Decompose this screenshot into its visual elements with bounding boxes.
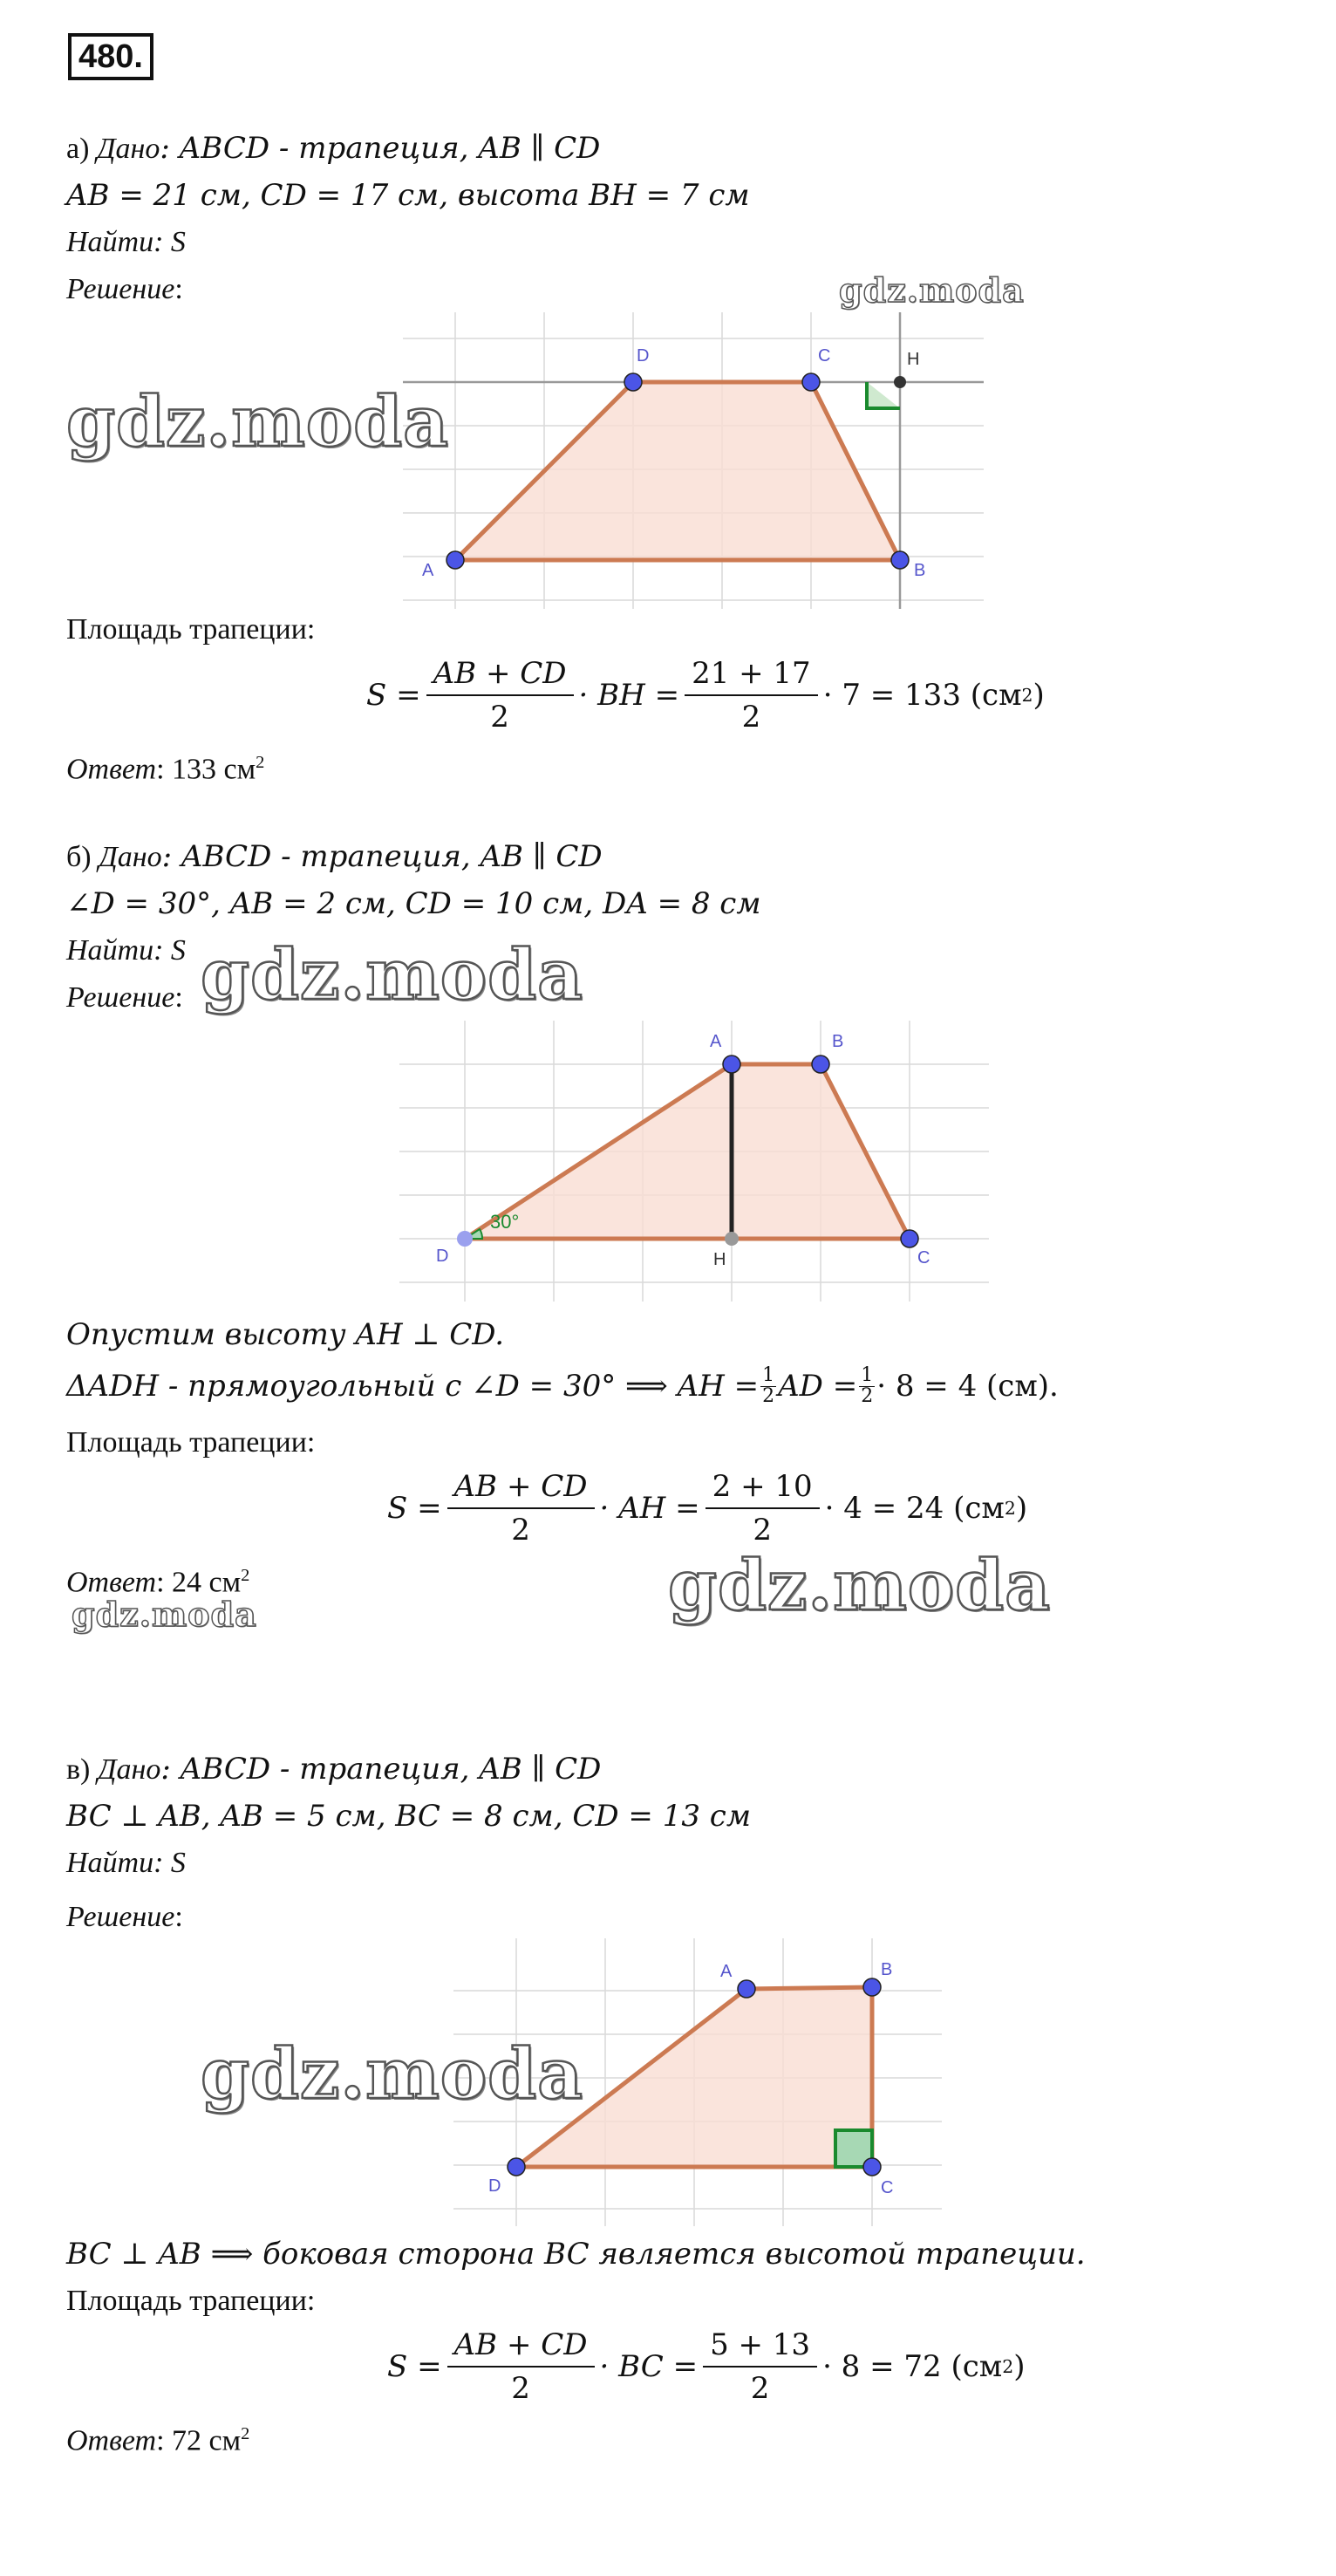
part-a-label-h: H bbox=[907, 350, 920, 369]
part-c-label-a: A bbox=[720, 1962, 733, 1981]
part-a-answer: Ответ: 133 $см^2$ bbox=[66, 753, 265, 786]
part-b-point-h bbox=[725, 1232, 739, 1246]
part-a-label-d: D bbox=[637, 346, 650, 366]
part-a-formula: S = $\frac{AB + CD}{2}$ · BH = $\frac{21 + 17}{2}$ · 7 = 133 (см 2 ) bbox=[366, 656, 1045, 735]
part-c-given: в) Дано: ABCD - трапеция, AB ∥ CD bbox=[66, 1752, 602, 1787]
part-b-point-a bbox=[723, 1056, 740, 1073]
problem-number: 480. bbox=[68, 33, 153, 80]
part-a-label-c: C bbox=[818, 346, 831, 366]
part-c-step1: BC ⊥ AB ⟹ боковая сторона BC является высотой трапеции. bbox=[66, 2237, 1086, 2272]
part-b-conditions: ∠D = 30°, AB = 2 см, CD = 10 см, DA = 8 см bbox=[66, 886, 761, 921]
part-c-label-d: D bbox=[488, 2176, 501, 2196]
part-b-given: б) Дано: ABCD - трапеция, AB ∥ CD bbox=[66, 839, 603, 874]
part-a-point-a bbox=[446, 551, 464, 569]
part-c-answer: Ответ: 72 $см^2$ bbox=[66, 2424, 250, 2457]
part-c-point-d bbox=[508, 2158, 525, 2176]
part-a-find: Найти: S bbox=[66, 226, 186, 258]
part-c-point-a bbox=[738, 1980, 755, 1998]
part-a-point-b bbox=[891, 551, 909, 569]
part-c-label-c: C bbox=[881, 2178, 894, 2197]
part-c-formula: S = $\frac{AB + CD}{2}$ · BC = $\frac{5 + 13}{2}$ · 8 = 72 (см 2 ) bbox=[387, 2327, 1026, 2406]
part-b-figure bbox=[399, 1021, 989, 1302]
part-a-point-h bbox=[894, 376, 906, 388]
part-c-conditions: BC ⊥ AB, AB = 5 см, BC = 8 см, CD = 13 см bbox=[66, 1799, 752, 1834]
watermark: gdz.moda bbox=[201, 933, 583, 1015]
part-b-point-b bbox=[812, 1056, 829, 1073]
part-b-solution: Решение: bbox=[66, 981, 183, 1014]
part-b-label-h: H bbox=[713, 1250, 726, 1269]
part-c-area-label: Площадь трапеции: bbox=[66, 2285, 316, 2317]
watermark: gdz.moda bbox=[668, 1544, 1051, 1626]
part-a-trapezoid bbox=[455, 382, 900, 560]
part-a-point-d bbox=[624, 373, 642, 391]
part-c-point-c bbox=[863, 2158, 881, 2176]
part-b-label-c: C bbox=[917, 1248, 930, 1268]
part-b-step1: Опустим высоту AH ⊥ CD. bbox=[66, 1317, 505, 1352]
part-c-solution: Решение: bbox=[66, 1901, 183, 1933]
watermark: gdz.moda bbox=[839, 270, 1025, 310]
part-a-solution: Решение: bbox=[66, 273, 183, 305]
part-b-area-label: Площадь трапеции: bbox=[66, 1426, 316, 1459]
part-b-find: Найти: S bbox=[66, 934, 186, 967]
part-c-point-b bbox=[863, 1978, 881, 1996]
part-a-right-angle bbox=[867, 382, 900, 408]
part-a-figure bbox=[403, 312, 984, 609]
part-a-area-label: Площадь трапеции: bbox=[66, 613, 316, 646]
watermark: gdz.moda bbox=[66, 380, 449, 462]
part-a-given: а) Дано: ABCD - трапеция, AB ∥ CD bbox=[66, 131, 601, 166]
watermark: gdz.moda bbox=[72, 1595, 257, 1634]
part-b-label-angle: 30° bbox=[490, 1211, 520, 1233]
part-b-formula: S = $\frac{AB + CD}{2}$ · AH = $\frac{2 + 10}{2}$ · 4 = 24 (см 2 ) bbox=[387, 1469, 1028, 1548]
part-b-label-b: B bbox=[832, 1032, 844, 1051]
part-a-conditions: AB = 21 см, CD = 17 см, высота BH = 7 см bbox=[66, 178, 750, 213]
part-c-label-b: B bbox=[881, 1960, 893, 1979]
part-b-step2: ΔADH - прямоугольный с ∠D = 30° ⟹ AH = $\frac{1}{2}$ AD = $\frac{1}{2}$ · 8 = 4 (см). bbox=[66, 1364, 1059, 1407]
part-b-label-a: A bbox=[710, 1032, 722, 1051]
part-b-label-d: D bbox=[436, 1247, 449, 1266]
part-b-point-c bbox=[901, 1230, 918, 1247]
part-a-label-a: A bbox=[422, 561, 434, 580]
part-a-label-b: B bbox=[914, 561, 926, 580]
part-b-point-d bbox=[457, 1231, 473, 1247]
watermark: gdz.moda bbox=[201, 2033, 583, 2115]
part-b-answer: Ответ: 24 $см^2$ bbox=[66, 1566, 250, 1599]
part-c-find: Найти: S bbox=[66, 1847, 186, 1879]
part-a-point-c bbox=[802, 373, 820, 391]
